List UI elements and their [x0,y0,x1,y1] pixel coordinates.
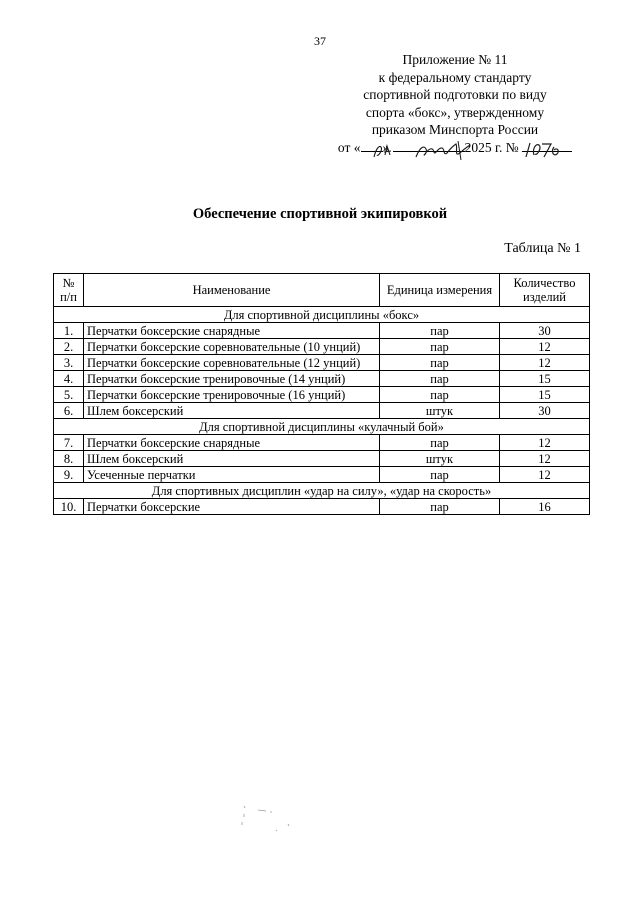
day-blank [361,139,383,152]
table-header-row [54,274,590,307]
row-qty: 16 [500,499,590,515]
row-num: 4. [54,371,84,387]
table-label: Таблица № 1 [504,241,581,256]
row-unit: пар [380,499,500,515]
section-title: Для спортивной дисциплины «бокс» [54,307,590,323]
table-row [54,371,590,387]
table-row [54,387,590,403]
section-title: Для спортивной дисциплины «кулачный бой» [54,419,590,435]
section-row [54,419,590,435]
header-name: Наименование [84,274,380,307]
row-qty: 30 [500,403,590,419]
month-blank [393,139,465,152]
table-row [54,323,590,339]
row-num: 10. [54,499,84,515]
row-num: 1. [54,323,84,339]
row-qty: 12 [500,339,590,355]
appendix-date-line [330,139,580,157]
row-unit: пар [380,371,500,387]
scan-artifact [236,800,306,850]
row-name: Перчатки боксерские соревновательные (10 унций) [84,339,380,355]
appendix-line-2: к федеральному стандарту [378,69,532,85]
section-row [54,307,590,323]
appendix-title: Приложение № 11 [402,52,508,67]
row-num: 7. [54,435,84,451]
row-num: 6. [54,403,84,419]
row-name: Перчатки боксерские снарядные [84,435,380,451]
appendix-line-3: спортивной подготовки по виду [363,87,547,102]
row-unit: пар [380,323,500,339]
row-unit: пар [380,355,500,371]
row-unit: пар [380,339,500,355]
table-row [54,451,590,467]
table-row [54,339,590,355]
table-row [54,467,590,483]
number-blank [522,139,572,152]
row-qty: 12 [500,467,590,483]
date-suffix: 2025 г. № [464,139,519,155]
row-qty: 15 [500,387,590,403]
row-num: 5. [54,387,84,403]
header-qty: Количество изделий [500,274,590,307]
row-unit: пар [380,387,500,403]
row-qty: 12 [500,435,590,451]
row-unit: штук [380,403,500,419]
row-qty: 15 [500,371,590,387]
appendix-block [330,51,580,156]
row-unit: штук [380,451,500,467]
table-row [54,403,590,419]
row-num: 9. [54,467,84,483]
row-name: Усеченные перчатки [84,467,380,483]
table-row [54,435,590,451]
row-name: Шлем боксерский [84,451,380,467]
row-num: 8. [54,451,84,467]
header-unit: Единица измерения [380,274,500,307]
row-name: Перчатки боксерские [84,499,380,515]
appendix-line-4: спорта «бокс», утвержденному [365,104,545,120]
row-name: Перчатки боксерские снарядные [84,323,380,339]
row-num: 2. [54,339,84,355]
row-name: Шлем боксерский [84,403,380,419]
row-name: Перчатки боксерские соревновательные (12 унций) [84,355,380,371]
page-number: 37 [314,34,326,48]
document-title: Обеспечение спортивной экипировкой [192,206,448,222]
row-unit: пар [380,467,500,483]
section-title: Для спортивных дисциплин «удар на силу», «удар на скорость» [54,483,590,499]
row-qty: 30 [500,323,590,339]
row-name: Перчатки боксерские тренировочные (14 унций) [84,371,380,387]
appendix-line-5: приказом Минспорта России [371,122,539,137]
row-name: Перчатки боксерские тренировочные (16 унций) [84,387,380,403]
section-row [54,483,590,499]
date-mid: » [382,139,390,155]
table-row [54,355,590,371]
row-qty: 12 [500,451,590,467]
table-row [54,499,590,515]
row-qty: 12 [500,355,590,371]
header-num: № п/п [54,274,84,307]
date-line [338,139,572,157]
equipment-table [53,273,590,515]
row-num: 3. [54,355,84,371]
date-prefix: от « [337,139,361,155]
row-unit: пар [380,435,500,451]
